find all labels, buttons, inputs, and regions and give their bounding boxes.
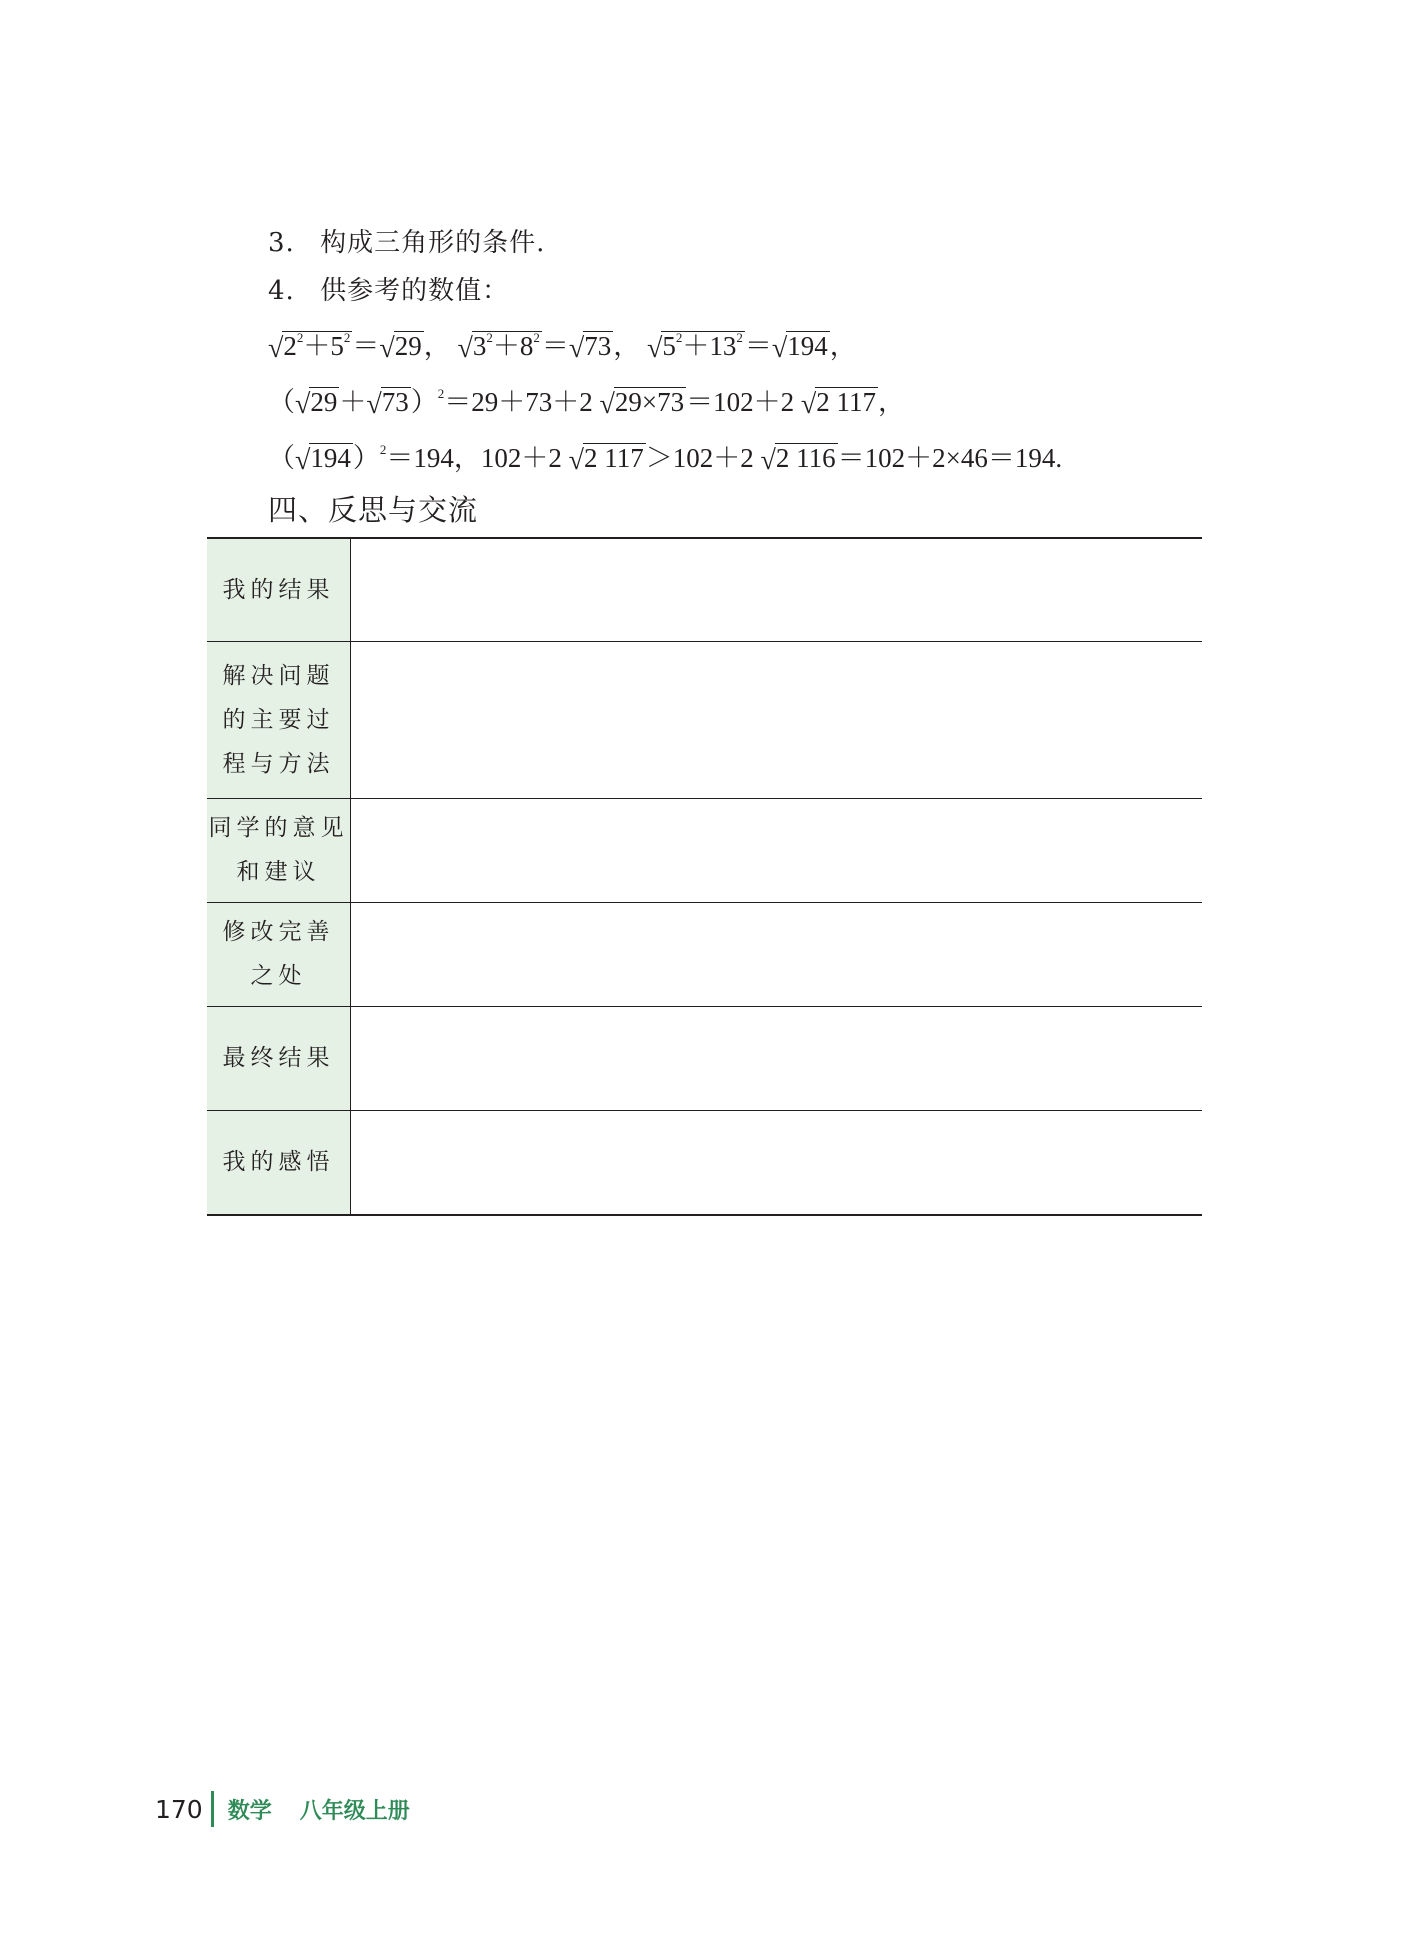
radicand: 194 xyxy=(787,331,828,361)
row-label xyxy=(207,798,351,902)
sqrt-29 xyxy=(295,387,339,419)
expression: ＞102＋2 xyxy=(645,443,754,473)
row-label-line: 我的结果 xyxy=(222,576,335,603)
math-line-2 xyxy=(268,380,905,419)
expression: ＝102＋2×46＝194. xyxy=(837,443,1063,473)
sqrt-194 xyxy=(772,331,830,363)
radical-icon: √ xyxy=(295,389,311,420)
answer-cell[interactable] xyxy=(351,902,1203,1006)
answer-cell[interactable] xyxy=(351,1006,1203,1110)
radical-icon: √ xyxy=(800,389,817,420)
expression: ＝102＋2 xyxy=(686,387,795,417)
exponent: 2 xyxy=(296,330,304,345)
item-3-text: 构成三角形的条件. xyxy=(320,228,546,258)
equals-sign: ＝ xyxy=(744,331,772,361)
answer-cell[interactable] xyxy=(351,538,1203,641)
row-label xyxy=(207,641,351,798)
answer-cell[interactable] xyxy=(351,798,1203,902)
row-label-line: 和建议 xyxy=(236,859,321,885)
reflection-table xyxy=(207,537,1202,1216)
equals-sign: ＝ xyxy=(352,331,380,361)
exponent: 2 xyxy=(736,330,743,345)
row-label-line: 程与方法 xyxy=(222,750,335,777)
row-label-line: 的主要过 xyxy=(222,706,335,733)
radical-icon: √ xyxy=(268,333,284,364)
open-paren: （ xyxy=(268,443,295,473)
row-label xyxy=(207,1110,351,1215)
answer-cell[interactable] xyxy=(351,1110,1203,1215)
page-footer xyxy=(155,1791,410,1827)
math-line-1 xyxy=(268,324,857,363)
radicand: 194 xyxy=(310,443,351,473)
answer-cell[interactable] xyxy=(351,641,1203,798)
comma: ， xyxy=(829,331,857,361)
row-label xyxy=(207,538,351,641)
expression: ＝29＋73＋2 xyxy=(444,387,593,417)
page-number: 170 xyxy=(155,1794,203,1824)
radical-icon: √ xyxy=(599,389,615,420)
expression: ＝194，102＋2 xyxy=(386,443,562,473)
footer-divider xyxy=(211,1791,214,1827)
exponent: 2 xyxy=(486,330,493,345)
row-label xyxy=(207,1006,351,1110)
exponent: 2 xyxy=(379,442,387,457)
table-row xyxy=(207,798,1202,902)
comma: ， xyxy=(423,331,451,361)
footer-subject: 数学 xyxy=(227,1798,272,1824)
row-label-line: 之处 xyxy=(250,963,307,989)
table-row xyxy=(207,902,1202,1006)
row-label-line: 解决问题 xyxy=(222,662,335,689)
close-paren: ） xyxy=(410,387,438,417)
sqrt-194 xyxy=(295,443,353,475)
exponent: 2 xyxy=(533,330,540,345)
row-label-line: 同学的意见 xyxy=(208,815,349,841)
base: 5 xyxy=(330,331,344,361)
exponent: 2 xyxy=(343,330,351,345)
equals-sign: ＝ xyxy=(541,331,569,361)
plus-sign: ＋ xyxy=(492,331,520,361)
radicand: 29 xyxy=(394,331,422,361)
sqrt-b xyxy=(458,331,542,363)
sqrt-29 xyxy=(379,331,423,363)
base: 13 xyxy=(709,331,737,361)
close-paren: ） xyxy=(352,443,380,473)
math-line-3 xyxy=(268,436,1062,475)
table-row xyxy=(207,641,1202,798)
base: 8 xyxy=(519,331,534,361)
section-title: 四、反思与交流 xyxy=(268,493,479,527)
sqrt-73 xyxy=(366,387,410,419)
base: 3 xyxy=(472,331,487,361)
radical-icon: √ xyxy=(760,445,776,476)
radical-icon: √ xyxy=(771,333,788,364)
item-3 xyxy=(268,222,545,259)
radicand: 2 117 xyxy=(816,387,876,417)
exponent: 2 xyxy=(437,386,445,401)
radical-icon: √ xyxy=(379,333,395,364)
comma: ， xyxy=(613,331,641,361)
open-paren: （ xyxy=(268,387,295,417)
item-4-number: 4. xyxy=(268,276,295,306)
row-label-line: 我的感悟 xyxy=(222,1149,335,1176)
radical-icon: √ xyxy=(647,333,663,364)
row-label xyxy=(207,902,351,1006)
plus-sign: ＋ xyxy=(303,331,331,361)
radical-icon: √ xyxy=(366,389,382,420)
row-label-line: 最终结果 xyxy=(222,1045,335,1071)
base: 5 xyxy=(662,331,676,361)
footer-grade: 八年级上册 xyxy=(299,1798,410,1824)
plus-sign: ＋ xyxy=(682,331,710,361)
exponent: 2 xyxy=(675,330,683,345)
item-4 xyxy=(268,270,509,307)
table-row xyxy=(207,1006,1202,1110)
table-row xyxy=(207,1110,1202,1215)
radical-icon: √ xyxy=(457,333,473,364)
sqrt-2117 xyxy=(801,387,878,419)
sqrt-73 xyxy=(569,331,613,363)
radicand: 2 116 xyxy=(775,443,836,473)
comma: ， xyxy=(877,387,905,417)
sqrt-29x73 xyxy=(600,387,687,419)
sqrt-c xyxy=(647,331,745,363)
table-row xyxy=(207,538,1202,641)
radicand: 73 xyxy=(381,387,409,417)
radicand: 29×73 xyxy=(614,387,685,417)
sqrt-2116 xyxy=(761,443,838,475)
radicand: 73 xyxy=(584,331,612,361)
reflection-table-body xyxy=(207,538,1202,1215)
sqrt-2117 xyxy=(569,443,646,475)
radical-icon: √ xyxy=(295,445,311,476)
radicand: 2 117 xyxy=(584,443,644,473)
radical-icon: √ xyxy=(568,333,585,364)
plus-sign: ＋ xyxy=(339,387,367,417)
row-label-line: 修改完善 xyxy=(222,919,335,945)
sqrt-a xyxy=(268,331,352,363)
base: 2 xyxy=(283,331,297,361)
item-4-text: 供参考的数值： xyxy=(320,276,510,306)
radical-icon: √ xyxy=(568,445,584,476)
item-3-number: 3. xyxy=(268,228,295,258)
radicand: 29 xyxy=(310,387,338,417)
